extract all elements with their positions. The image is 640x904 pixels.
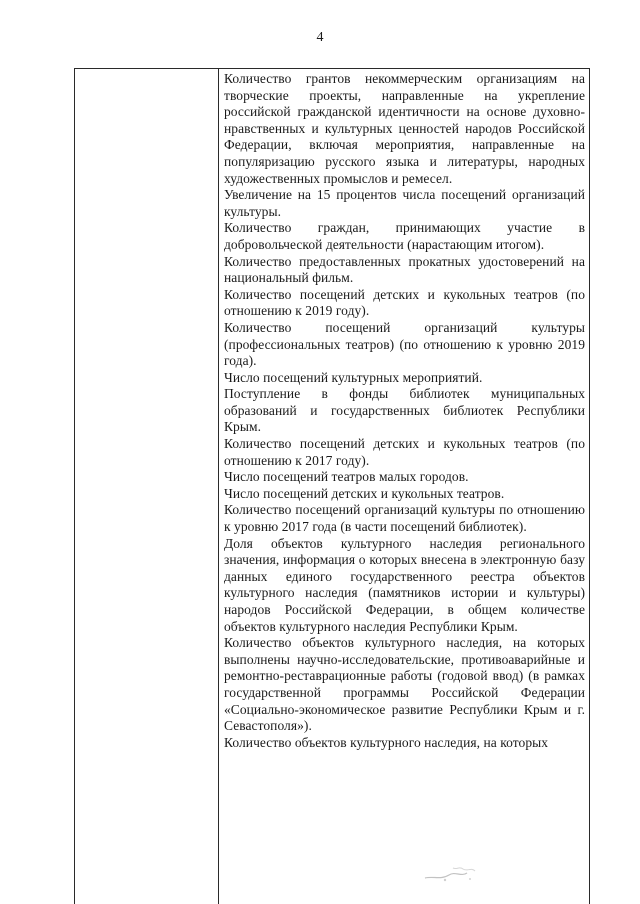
indicators-table: [74, 68, 590, 904]
indicator-paragraph: Количество предоставленных прокатных удостоверений на национальный фильм.: [224, 253, 585, 286]
table-left-column-cell: [75, 69, 219, 904]
indicator-paragraph: Число посещений театров малых городов.: [224, 469, 469, 485]
indicator-paragraph: Доля объектов культурного наследия регионального значения, информация о которых внесена в электронную базу данных единого государственного реестра объектов культурного наследия (памятников истории и культуры) народов Российской Федерации, в общем количестве объектов культурного наследия Республики Крым.: [224, 535, 585, 634]
table-right-column-cell: [219, 69, 589, 751]
indicator-paragraph: Количество грантов некоммерческим организациям на творческие проекты, направленные на укрепление российской гражданской идентичности на основе духовно-нравственных и культурных ценностей народов Российской Федерации, включая мероприятия, направленные на популяризацию русского языка и литературы, народных художественных промыслов и ремесел.: [224, 71, 585, 186]
indicator-paragraph: Количество посещений организаций культуры по отношению к уровню 2017 года (в части посещений библиотек).: [224, 502, 585, 535]
indicator-paragraph: Число посещений детских и кукольных театров.: [224, 485, 505, 501]
indicator-paragraph: Количество посещений организаций культуры (профессиональных театров) (по отношению к уровню 2019 года).: [224, 319, 585, 369]
indicator-paragraph: Количество объектов культурного наследия, на которых: [224, 734, 549, 750]
scan-smudge-mark: [423, 862, 483, 886]
indicator-paragraph: Количество посещений детских и кукольных театров (по отношению к 2019 году).: [224, 286, 585, 319]
indicator-paragraph: Количество посещений детских и кукольных театров (по отношению к 2017 году).: [224, 436, 585, 468]
indicator-paragraph: Увеличение на 15 процентов числа посещений организаций культуры.: [224, 187, 585, 219]
indicator-paragraph: Количество граждан, принимающих участие в добровольческой деятельности (нарастающим итогом).: [224, 220, 585, 252]
indicator-paragraph: Число посещений культурных мероприятий.: [224, 369, 483, 385]
indicator-paragraph: Количество объектов культурного наследия, на которых выполнены научно-исследовательские, противоаварийные и ремонтно-реставрационные работы (годовой ввод) (в рамках государственной программы Российской Федерации «Социально-экономическое развитие Республики Крым и г. Севастополя»).: [224, 635, 585, 734]
indicator-paragraph: Поступление в фонды библиотек муниципальных образований и государственных библиотек Республики Крым.: [224, 386, 585, 435]
page-number: 4: [316, 30, 324, 45]
